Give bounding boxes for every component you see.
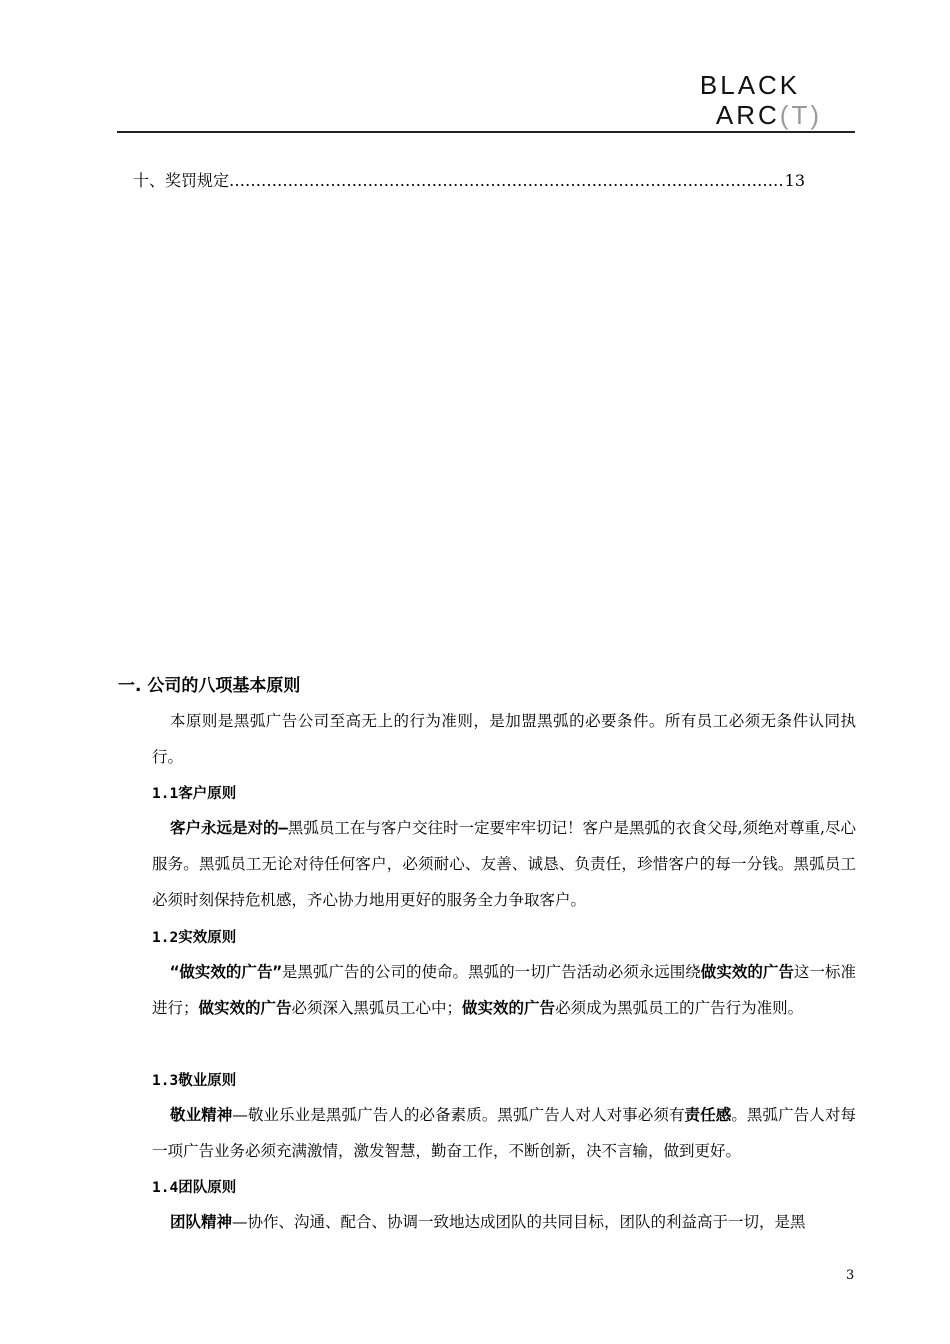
paragraph-1-1: [152, 810, 856, 918]
bold-phrase: 客户永远是对的—: [170, 819, 288, 837]
page-number: 3: [846, 1268, 855, 1283]
paragraph-text: 黑弧员工在与客户交往时一定要牢牢切记！客户是黑弧的衣食父母,须绝对尊重,尽心服务。黑弧员工无论对待任何客户，必须耐心、友善、诚恳、负责任，珍惜客户的每一分钱。黑弧员工必须时刻保持危机感，齐心协力地用更好的服务全力争取客户。: [152, 819, 856, 909]
intro-paragraph: 本原则是黑弧广告公司至高无上的行为准则，是加盟黑弧的必要条件。所有员工必须无条件认同执行。: [152, 712, 856, 766]
subsection-title-1-4: 1.4团队原则: [152, 1180, 237, 1196]
paragraph-1-3: [152, 1097, 856, 1169]
bold-phrase: 做实效的广告: [462, 999, 556, 1017]
header-rule: [117, 131, 855, 133]
logo-line-2-paren: (T): [779, 100, 822, 130]
paragraph-text: —协作、沟通、配合、协调一致地达成团队的共同目标，团队的利益高于一切，是黑: [232, 1213, 806, 1231]
subsection-title-1-1: 1.1客户原则: [152, 786, 237, 802]
paragraph-text: 。黑弧广告人对每一项广告业务必须充满激情，激发智慧，勤奋工作，不断创新，决不言输，做到更好。: [152, 1106, 856, 1160]
company-logo: [700, 70, 822, 130]
bold-phrase: 敬业精神: [170, 1106, 233, 1124]
paragraph-text: 这一标准进行；: [152, 963, 856, 1017]
toc-entry-page: 13: [784, 171, 805, 190]
paragraph-text: 必须成为黑弧员工的广告行为准则。: [555, 999, 804, 1017]
bold-phrase: 责任感: [684, 1106, 732, 1124]
paragraph-1-2: [152, 954, 856, 1026]
bold-phrase: 团队精神: [170, 1213, 233, 1231]
paragraph-text: 必须深入黑弧员工心中；: [291, 999, 463, 1017]
bold-phrase: 做实效的广告: [198, 999, 292, 1017]
logo-line-1: BLACK: [699, 70, 801, 100]
section-heading: 一. 公司的八项基本原则: [118, 676, 301, 696]
paragraph-text: 是黑弧广告的公司的使命。黑弧的一切广告活动必须永远围绕: [281, 963, 701, 981]
subsection-title-1-2: 1.2实效原则: [152, 930, 237, 946]
paragraph-text: —敬业乐业是黑弧广告人的必备素质。黑弧广告人对人对事必须有: [232, 1106, 685, 1124]
logo-line-2-text: ARC: [715, 100, 780, 130]
toc-entry[interactable]: [133, 168, 805, 191]
subsection-title-1-3: 1.3敬业原则: [152, 1073, 237, 1089]
paragraph-1-4: [152, 1204, 856, 1240]
toc-entry-label: 十、奖罚规定: [133, 171, 230, 190]
logo-line-2: [700, 100, 822, 130]
bold-phrase: “做实效的广告”: [170, 963, 282, 981]
toc-leader-dots: [229, 171, 783, 190]
bold-phrase: 做实效的广告: [700, 963, 794, 981]
